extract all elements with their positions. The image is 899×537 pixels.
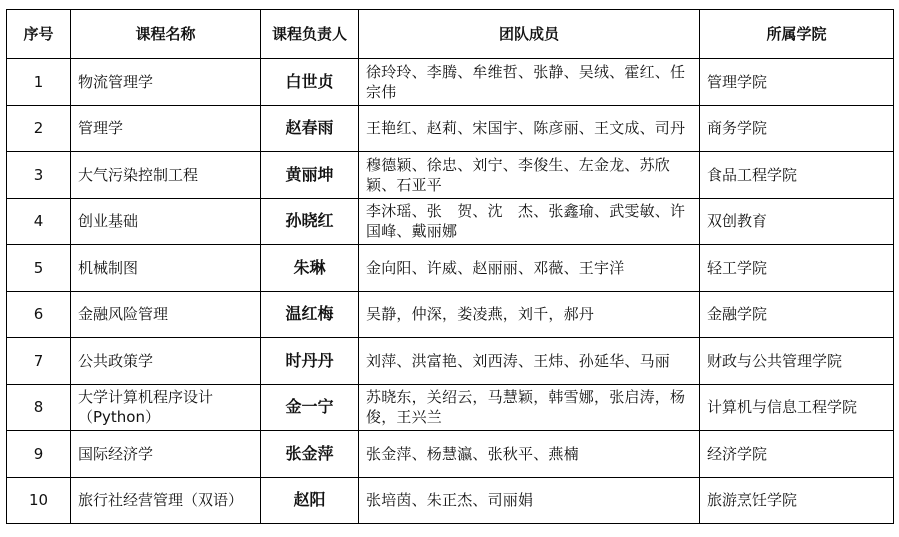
cell-no: 2 xyxy=(7,105,71,152)
cell-members: 刘萍、洪富艳、刘西涛、王炜、孙延华、马丽 xyxy=(359,338,700,385)
cell-lead: 温红梅 xyxy=(261,291,359,338)
table-row xyxy=(7,291,894,338)
cell-lead: 黄丽坤 xyxy=(261,152,359,199)
cell-no: 1 xyxy=(7,59,71,106)
cell-course: 管理学 xyxy=(71,105,261,152)
cell-members: 苏晓东，关绍云，马慧颖，韩雪娜，张启涛，杨俊，王兴兰 xyxy=(359,384,700,431)
table-header-row xyxy=(7,10,894,59)
cell-college: 金融学院 xyxy=(700,291,894,338)
cell-members: 金向阳、许威、赵丽丽、邓薇、王宇洋 xyxy=(359,245,700,292)
cell-no: 4 xyxy=(7,198,71,245)
cell-college: 商务学院 xyxy=(700,105,894,152)
table-row xyxy=(7,477,894,524)
header-course: 课程名称 xyxy=(71,10,261,59)
table-row xyxy=(7,384,894,431)
cell-members: 王艳红、赵莉、宋国宇、陈彦丽、王文成、司丹 xyxy=(359,105,700,152)
cell-members: 张培茵、朱正杰、司丽娟 xyxy=(359,477,700,524)
table-row xyxy=(7,152,894,199)
cell-members: 张金萍、杨慧瀛、张秋平、燕楠 xyxy=(359,431,700,478)
cell-course: 创业基础 xyxy=(71,198,261,245)
cell-course: 物流管理学 xyxy=(71,59,261,106)
cell-no: 10 xyxy=(7,477,71,524)
table-row xyxy=(7,105,894,152)
cell-course: 国际经济学 xyxy=(71,431,261,478)
cell-college: 轻工学院 xyxy=(700,245,894,292)
cell-college: 食品工程学院 xyxy=(700,152,894,199)
table-row xyxy=(7,245,894,292)
course-team-table xyxy=(6,9,894,524)
cell-lead: 张金萍 xyxy=(261,431,359,478)
cell-lead: 孙晓红 xyxy=(261,198,359,245)
cell-no: 6 xyxy=(7,291,71,338)
cell-course: 公共政策学 xyxy=(71,338,261,385)
cell-members: 李沐瑶、张 贺、沈 杰、张鑫瑜、武雯敏、许国峰、戴丽娜 xyxy=(359,198,700,245)
table-row xyxy=(7,59,894,106)
cell-members: 穆德颖、徐忠、刘宁、李俊生、左金龙、苏欣颖、石亚平 xyxy=(359,152,700,199)
cell-no: 7 xyxy=(7,338,71,385)
cell-college: 管理学院 xyxy=(700,59,894,106)
cell-college: 旅游烹饪学院 xyxy=(700,477,894,524)
table-row xyxy=(7,198,894,245)
cell-lead: 朱琳 xyxy=(261,245,359,292)
table-row xyxy=(7,431,894,478)
cell-lead: 金一宁 xyxy=(261,384,359,431)
cell-members: 徐玲玲、李腾、牟维哲、张静、吴绒、霍红、任宗伟 xyxy=(359,59,700,106)
table-row xyxy=(7,338,894,385)
cell-no: 5 xyxy=(7,245,71,292)
header-members: 团队成员 xyxy=(359,10,700,59)
cell-college: 计算机与信息工程学院 xyxy=(700,384,894,431)
cell-college: 经济学院 xyxy=(700,431,894,478)
cell-course: 大气污染控制工程 xyxy=(71,152,261,199)
header-no: 序号 xyxy=(7,10,71,59)
header-lead: 课程负责人 xyxy=(261,10,359,59)
cell-lead: 白世贞 xyxy=(261,59,359,106)
cell-lead: 时丹丹 xyxy=(261,338,359,385)
cell-lead: 赵春雨 xyxy=(261,105,359,152)
cell-members: 吴静，仲深，娄凌燕，刘千，郝丹 xyxy=(359,291,700,338)
header-college: 所属学院 xyxy=(700,10,894,59)
cell-course: 旅行社经营管理（双语） xyxy=(71,477,261,524)
cell-college: 双创教育 xyxy=(700,198,894,245)
cell-course: 机械制图 xyxy=(71,245,261,292)
cell-college: 财政与公共管理学院 xyxy=(700,338,894,385)
cell-course: 金融风险管理 xyxy=(71,291,261,338)
cell-lead: 赵阳 xyxy=(261,477,359,524)
cell-course: 大学计算机程序设计（Python） xyxy=(71,384,261,431)
cell-no: 9 xyxy=(7,431,71,478)
cell-no: 3 xyxy=(7,152,71,199)
cell-no: 8 xyxy=(7,384,71,431)
